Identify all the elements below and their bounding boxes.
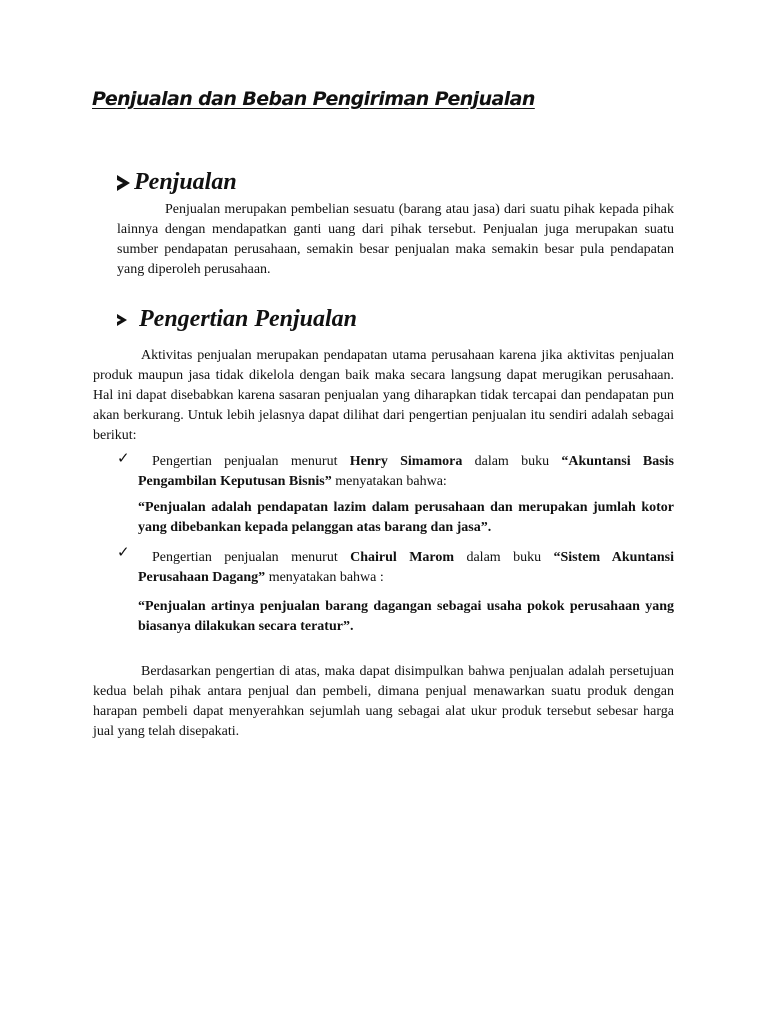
book-title: “Sistem Akuntansi Perusahaan Dagang” <box>138 550 675 585</box>
section-paragraph <box>117 200 674 280</box>
paragraph-text: Aktivitas penjualan merupakan pendapatan utama perusahaan karena jika aktivitas penjualan produk maupun jasa tidak dikelola dengan baik maka secara langsung dapat merugikan perusahaan. Hal ini dapat disebabkan karena sasaran penjualan yang diharapkan tidak tercapai dan pendapatan pun akan berkurang. Untuk lebih jelasnya dapat dilihat dari pengertian penjualan itu sendiri adalah sebagai berikut: <box>93 348 674 443</box>
section-heading-text: Pengertian Penjualan <box>139 306 358 332</box>
definition-quote: “Penjualan artinya penjualan barang dagangan sebagai usaha pokok perusahaan yang biasanya dilakukan secara teratur”. <box>138 599 674 634</box>
definition-quote: “Penjualan adalah pendapatan lazim dalam perusahaan dan merupakan jumlah kotor yang dibebankan kepada pelanggan atas barang dan jasa”. <box>138 500 674 535</box>
intro-paragraph <box>93 346 674 446</box>
author-name: Henry Simamora <box>349 454 463 469</box>
arrow-bullet-icon <box>117 314 127 326</box>
paragraph-text: Penjualan merupakan pembelian sesuatu (barang atau jasa) dari suatu pihak kepada pihak lainnya dengan mendapatkan ganti uang dari pihak tersebut. Penjualan juga merupakan suatu sumber pendapatan perusahaan, semakin besar penjualan maka semakin besar pula pendapatan yang diperoleh perusahaan. <box>117 202 674 277</box>
conclusion-paragraph <box>93 662 674 742</box>
section-heading-pengertian <box>117 306 357 333</box>
document-title: Penjualan dan Beban Pengiriman Penjualan <box>92 88 535 110</box>
paragraph-text: Berdasarkan pengertian di atas, maka dapat disimpulkan bahwa penjualan adalah persetujuan kedua belah pihak antara penjual dan pembeli, dimana penjual menawarkan suatu produk dengan harapan pembeli dapat menyerahkan sejumlah uang sebagai alat ukur produk tersebut sebesar harga jual yang telah disepakati. <box>93 664 674 739</box>
book-title: “Akuntansi Basis Pengambilan Keputusan Bisnis” <box>138 454 675 489</box>
checkmark-icon: ✓ <box>117 449 130 467</box>
arrow-bullet-icon <box>117 175 130 191</box>
section-heading-penjualan <box>117 169 237 196</box>
checkmark-icon: ✓ <box>117 543 130 561</box>
author-name: Chairul Marom <box>350 550 455 565</box>
definition-item: Pengertian penjualan menurut Henry Simamora dalam buku “Akuntansi Basis Pengambilan Keputusan Bisnis” menyatakan bahwa: <box>138 454 675 489</box>
section-heading-text: Penjualan <box>134 169 237 195</box>
definition-item: Pengertian penjualan menurut Chairul Marom dalam buku “Sistem Akuntansi Perusahaan Dagang” menyatakan bahwa : <box>138 550 675 585</box>
